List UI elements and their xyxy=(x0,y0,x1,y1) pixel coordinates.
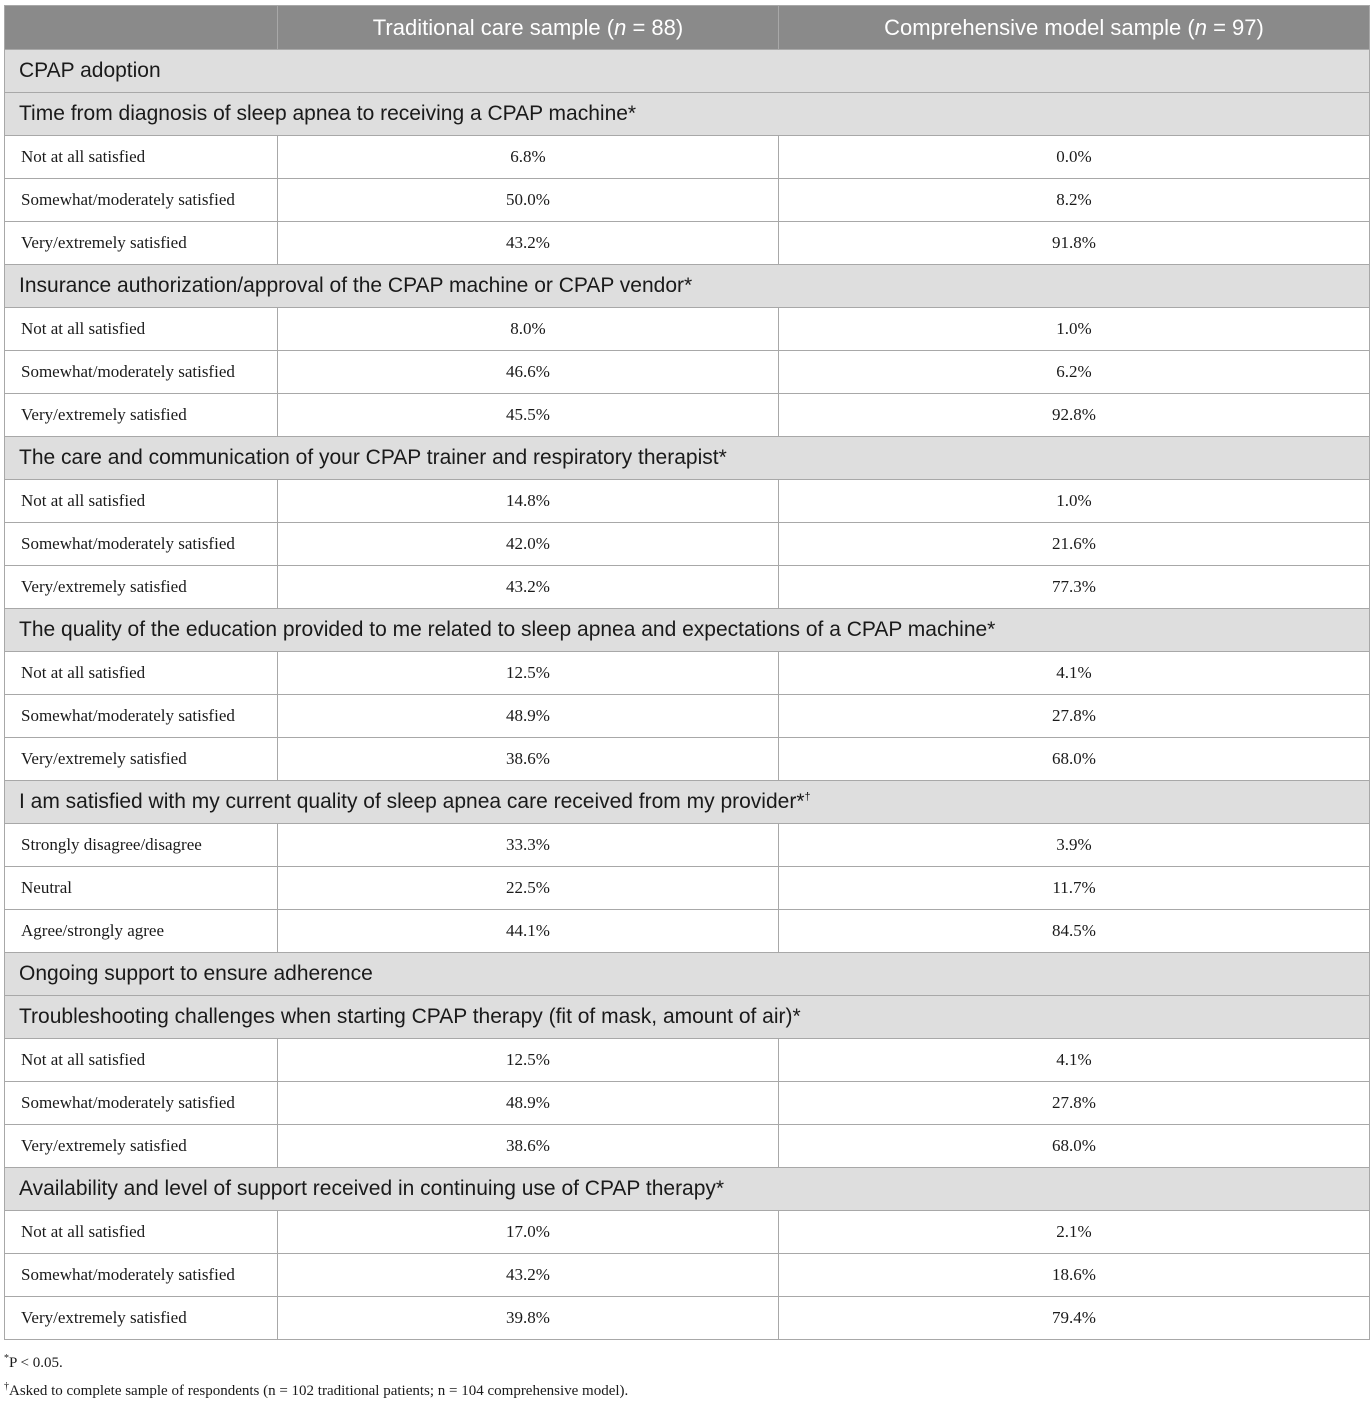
table-row xyxy=(5,1082,1370,1125)
traditional-value: 42.0% xyxy=(278,523,779,566)
row-label: Neutral xyxy=(5,867,278,910)
row-label: Very/extremely satisfied xyxy=(5,738,278,781)
traditional-value: 38.6% xyxy=(278,1125,779,1168)
subgroup-row xyxy=(5,781,1370,824)
traditional-value: 48.9% xyxy=(278,1082,779,1125)
traditional-value: 12.5% xyxy=(278,652,779,695)
row-label: Not at all satisfied xyxy=(5,1039,278,1082)
traditional-value: 22.5% xyxy=(278,867,779,910)
comprehensive-value: 4.1% xyxy=(779,1039,1370,1082)
subgroup-title: I am satisfied with my current quality of sleep apnea care received from my provider* xyxy=(19,790,805,813)
footnote-sample xyxy=(4,1375,628,1403)
section-row xyxy=(5,50,1370,93)
comprehensive-value: 68.0% xyxy=(779,738,1370,781)
subgroup-title: Troubleshooting challenges when starting CPAP therapy (fit of mask, amount of air)* xyxy=(5,996,1370,1039)
row-label: Not at all satisfied xyxy=(5,308,278,351)
row-label: Very/extremely satisfied xyxy=(5,566,278,609)
row-label: Not at all satisfied xyxy=(5,1211,278,1254)
table-row xyxy=(5,566,1370,609)
row-label: Strongly disagree/disagree xyxy=(5,824,278,867)
subgroup-title: Insurance authorization/approval of the CPAP machine or CPAP vendor* xyxy=(5,265,1370,308)
table-row xyxy=(5,222,1370,265)
footnote-significance xyxy=(4,1347,628,1375)
row-label: Not at all satisfied xyxy=(5,652,278,695)
subgroup-title: The care and communication of your CPAP trainer and respiratory therapist* xyxy=(5,437,1370,480)
traditional-value: 6.8% xyxy=(278,136,779,179)
table-row xyxy=(5,695,1370,738)
table-row xyxy=(5,1039,1370,1082)
comprehensive-value: 2.1% xyxy=(779,1211,1370,1254)
header-blank-cell xyxy=(5,6,278,50)
comprehensive-value: 6.2% xyxy=(779,351,1370,394)
comprehensive-value: 27.8% xyxy=(779,1082,1370,1125)
traditional-value: 8.0% xyxy=(278,308,779,351)
subgroup-title-cell xyxy=(5,781,1370,824)
table-row xyxy=(5,1297,1370,1340)
row-label: Not at all satisfied xyxy=(5,480,278,523)
row-label: Very/extremely satisfied xyxy=(5,394,278,437)
comprehensive-value: 77.3% xyxy=(779,566,1370,609)
traditional-value: 33.3% xyxy=(278,824,779,867)
traditional-value: 50.0% xyxy=(278,179,779,222)
comprehensive-value: 4.1% xyxy=(779,652,1370,695)
comprehensive-value: 68.0% xyxy=(779,1125,1370,1168)
subgroup-row xyxy=(5,609,1370,652)
subgroup-row xyxy=(5,1168,1370,1211)
header-comprehensive: Comprehensive model sample (n = 97) xyxy=(779,6,1370,50)
traditional-value: 43.2% xyxy=(278,1254,779,1297)
traditional-value: 43.2% xyxy=(278,222,779,265)
traditional-value: 46.6% xyxy=(278,351,779,394)
row-label: Somewhat/moderately satisfied xyxy=(5,695,278,738)
footnote-text: Asked to complete sample of respondents (n = 102 traditional patients; n = 104 comprehensive model). xyxy=(9,1383,629,1399)
table-row xyxy=(5,652,1370,695)
satisfaction-table xyxy=(4,5,1370,1340)
row-label: Somewhat/moderately satisfied xyxy=(5,1082,278,1125)
dagger-mark: † xyxy=(804,791,811,803)
table-row xyxy=(5,480,1370,523)
table-row xyxy=(5,824,1370,867)
comprehensive-value: 1.0% xyxy=(779,308,1370,351)
traditional-value: 43.2% xyxy=(278,566,779,609)
traditional-value: 38.6% xyxy=(278,738,779,781)
comprehensive-value: 18.6% xyxy=(779,1254,1370,1297)
row-label: Very/extremely satisfied xyxy=(5,222,278,265)
traditional-value: 39.8% xyxy=(278,1297,779,1340)
table-footnotes xyxy=(4,1347,628,1403)
comprehensive-value: 84.5% xyxy=(779,910,1370,953)
comprehensive-value: 0.0% xyxy=(779,136,1370,179)
traditional-value: 14.8% xyxy=(278,480,779,523)
row-label: Not at all satisfied xyxy=(5,136,278,179)
comprehensive-value: 1.0% xyxy=(779,480,1370,523)
traditional-value: 48.9% xyxy=(278,695,779,738)
row-label: Very/extremely satisfied xyxy=(5,1125,278,1168)
table-row xyxy=(5,523,1370,566)
traditional-value: 12.5% xyxy=(278,1039,779,1082)
section-title: CPAP adoption xyxy=(5,50,1370,93)
comprehensive-value: 21.6% xyxy=(779,523,1370,566)
row-label: Very/extremely satisfied xyxy=(5,1297,278,1340)
section-row xyxy=(5,953,1370,996)
subgroup-row xyxy=(5,265,1370,308)
table-row xyxy=(5,867,1370,910)
row-label: Somewhat/moderately satisfied xyxy=(5,1254,278,1297)
table-row xyxy=(5,308,1370,351)
table-row xyxy=(5,351,1370,394)
subgroup-row xyxy=(5,93,1370,136)
table-row xyxy=(5,1254,1370,1297)
subgroup-row xyxy=(5,996,1370,1039)
traditional-value: 44.1% xyxy=(278,910,779,953)
table-row xyxy=(5,394,1370,437)
subgroup-row xyxy=(5,437,1370,480)
comprehensive-value: 91.8% xyxy=(779,222,1370,265)
comprehensive-value: 3.9% xyxy=(779,824,1370,867)
row-label: Somewhat/moderately satisfied xyxy=(5,179,278,222)
row-label: Agree/strongly agree xyxy=(5,910,278,953)
traditional-value: 45.5% xyxy=(278,394,779,437)
comprehensive-value: 11.7% xyxy=(779,867,1370,910)
row-label: Somewhat/moderately satisfied xyxy=(5,351,278,394)
comprehensive-value: 92.8% xyxy=(779,394,1370,437)
row-label: Somewhat/moderately satisfied xyxy=(5,523,278,566)
table-row xyxy=(5,179,1370,222)
comprehensive-value: 27.8% xyxy=(779,695,1370,738)
footnote-text: P < 0.05. xyxy=(9,1355,63,1371)
asterisk-mark: * xyxy=(4,1353,9,1364)
section-title: Ongoing support to ensure adherence xyxy=(5,953,1370,996)
table-header-row xyxy=(5,6,1370,50)
table-row xyxy=(5,910,1370,953)
table-row xyxy=(5,1125,1370,1168)
comprehensive-value: 8.2% xyxy=(779,179,1370,222)
subgroup-title: Availability and level of support received in continuing use of CPAP therapy* xyxy=(5,1168,1370,1211)
traditional-value: 17.0% xyxy=(278,1211,779,1254)
subgroup-title: Time from diagnosis of sleep apnea to receiving a CPAP machine* xyxy=(5,93,1370,136)
table-row xyxy=(5,1211,1370,1254)
header-traditional: Traditional care sample (n = 88) xyxy=(278,6,779,50)
table-row xyxy=(5,136,1370,179)
comprehensive-value: 79.4% xyxy=(779,1297,1370,1340)
table-row xyxy=(5,738,1370,781)
dagger-mark: † xyxy=(4,1381,9,1392)
subgroup-title: The quality of the education provided to me related to sleep apnea and expectations of a CPAP machine* xyxy=(5,609,1370,652)
